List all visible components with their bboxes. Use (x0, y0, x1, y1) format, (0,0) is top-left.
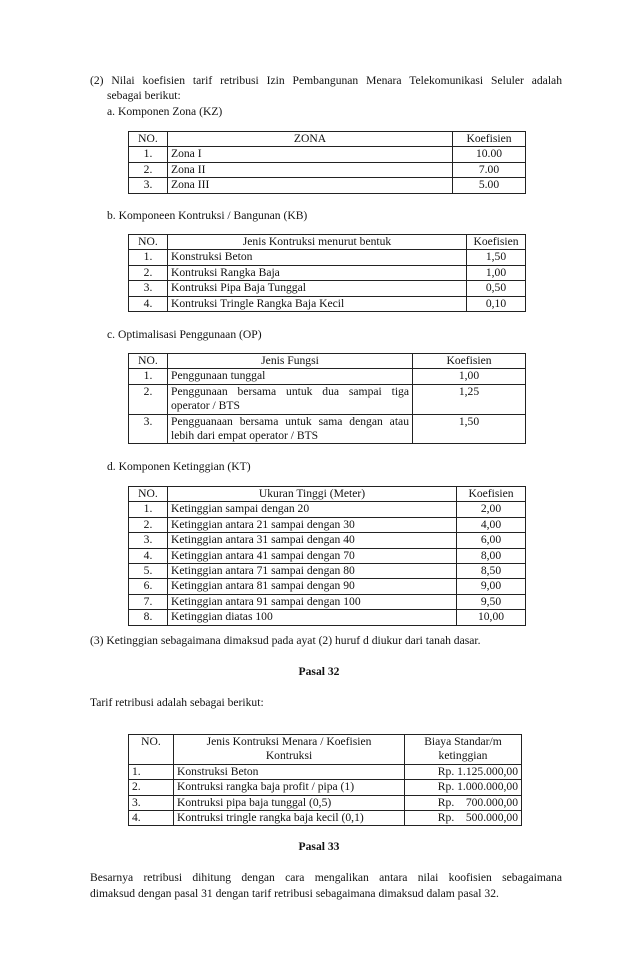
tarif-table (128, 734, 522, 826)
cell-ukuran: Ketinggian diatas 100 (168, 610, 457, 625)
cell-fungsi-line1: Pengguanaan bersama untuk sama dengan atau (171, 414, 409, 428)
cell-no: 2. (129, 517, 168, 532)
col-header-zona: ZONA (168, 132, 453, 147)
table-row (129, 780, 522, 795)
table-row (129, 296, 526, 311)
cell-jenis: Konstruksi Beton (174, 764, 405, 779)
cell-zona: Zona I (168, 147, 453, 162)
cell-no: 2. (129, 162, 168, 177)
col-header-koefisien: Koefisien (467, 235, 526, 250)
cell-ukuran: Ketinggian antara 91 sampai dengan 100 (168, 594, 457, 609)
section-c-title: c. Optimalisasi Penggunaan (OP) (107, 328, 262, 341)
paragraph-2-line1: (2) Nilai koefisien tarif retribusi Izin Pembangunan Menara Telekomunikasi Seluler adalah (90, 74, 562, 87)
table-header-row (129, 735, 522, 765)
table-row (129, 533, 526, 548)
table-header-row (129, 354, 526, 369)
cell-ukuran: Ketinggian antara 31 sampai dengan 40 (168, 533, 457, 548)
cell-fungsi (168, 414, 413, 444)
col-header-koefisien: Koefisien (453, 132, 526, 147)
cell-koefisien: 8,50 (457, 564, 526, 579)
cell-koefisien: 1,00 (413, 369, 526, 384)
cell-ukuran: Ketinggian sampai dengan 20 (168, 502, 457, 517)
col-header-jenis (174, 735, 405, 765)
paragraph-3: (3) Ketinggian sebagaimana dimaksud pada ayat (2) huruf d diukur dari tanah dasar. (90, 634, 481, 647)
cell-koefisien: 2,00 (457, 502, 526, 517)
table-row (129, 414, 526, 444)
cell-no: 4. (129, 811, 174, 826)
table-row (129, 594, 526, 609)
cell-zona: Zona III (168, 178, 453, 193)
table-row (129, 610, 526, 625)
table-row (129, 369, 526, 384)
cell-koefisien: 0,10 (467, 296, 526, 311)
col-header-biaya-line2: ketinggian (438, 749, 488, 763)
table-row (129, 281, 526, 296)
cell-koefisien: 9,50 (457, 594, 526, 609)
cell-koefisien: 0,50 (467, 281, 526, 296)
cell-no: 2. (129, 384, 168, 414)
table-row (129, 265, 526, 280)
cell-ukuran: Ketinggian antara 21 sampai dengan 30 (168, 517, 457, 532)
cell-no: 8. (129, 610, 168, 625)
col-header-koefisien: Koefisien (413, 354, 526, 369)
table-row (129, 162, 526, 177)
table-header-row (129, 235, 526, 250)
zona-table (128, 131, 526, 194)
col-header-no (129, 735, 174, 765)
cell-no: 3. (129, 178, 168, 193)
cell-no: 6. (129, 579, 168, 594)
cell-fungsi: Penggunaan tunggal (168, 369, 413, 384)
col-header-jenis-line1: Jenis Kontruksi Menara / Koefisien (206, 735, 372, 748)
cell-ukuran: Ketinggian antara 71 sampai dengan 80 (168, 564, 457, 579)
cell-koefisien: 6,00 (457, 533, 526, 548)
cell-fungsi (168, 384, 413, 414)
cell-biaya: Rp. 700.000,00 (405, 795, 522, 810)
pasal-33-line1-text: Besarnya retribusi dihitung dengan cara mengalikan antara nilai koofisien sebagaimana (90, 871, 562, 884)
table-header-row (129, 132, 526, 147)
cell-fungsi-line2: lebih dari empat operator / BTS (171, 429, 319, 443)
cell-no: 2. (129, 265, 168, 280)
cell-koefisien: 1,50 (413, 414, 526, 444)
table-row (129, 250, 526, 265)
cell-jenis: Kontruksi tringle rangka baja kecil (0,1) (174, 811, 405, 826)
cell-biaya: Rp. 500.000,00 (405, 811, 522, 826)
cell-koefisien: 1,25 (413, 384, 526, 414)
table-row (129, 517, 526, 532)
cell-koefisien: 10,00 (457, 610, 526, 625)
cell-no: 3. (129, 414, 168, 444)
table-row (129, 502, 526, 517)
cell-jenis: Kontruksi rangka baja profit / pipa (1) (174, 780, 405, 795)
cell-koefisien: 9,00 (457, 579, 526, 594)
col-header-koefisien: Koefisien (457, 487, 526, 502)
cell-biaya: Rp. 1.000.000,00 (405, 780, 522, 795)
cell-no: 3. (129, 281, 168, 296)
cell-ukuran: Ketinggian antara 81 sampai dengan 90 (168, 579, 457, 594)
table-row (129, 178, 526, 193)
fungsi-table (128, 353, 526, 444)
cell-no: 5. (129, 564, 168, 579)
cell-no: 3. (129, 795, 174, 810)
ketinggian-table (128, 486, 526, 626)
cell-jenis: Kontruksi Pipa Baja Tunggal (168, 281, 467, 296)
cell-ukuran: Ketinggian antara 41 sampai dengan 70 (168, 548, 457, 563)
col-header-no: NO. (129, 235, 168, 250)
table-row (129, 811, 522, 826)
cell-no: 1. (129, 502, 168, 517)
col-header-biaya-line1: Biaya Standar/m (424, 735, 502, 748)
cell-zona: Zona II (168, 162, 453, 177)
col-header-jenis-line2: Kontruksi (265, 749, 313, 763)
pasal-33-line2: dimaksud dengan pasal 31 dengan tarif retribusi sebagaimana dimaksud dalam pasal 32. (90, 887, 499, 900)
cell-no: 4. (129, 548, 168, 563)
section-a-title: a. Komponen Zona (KZ) (107, 105, 223, 118)
table-row (129, 384, 526, 414)
cell-koefisien: 10.00 (453, 147, 526, 162)
cell-biaya: Rp. 1.125.000,00 (405, 764, 522, 779)
table-header-row (129, 487, 526, 502)
cell-jenis: Konstruksi Beton (168, 250, 467, 265)
cell-no: 2. (129, 780, 174, 795)
pasal-32-heading: Pasal 32 (298, 665, 340, 678)
cell-no: 1. (129, 764, 174, 779)
table-row (129, 564, 526, 579)
col-header-no-text: NO. (141, 735, 161, 748)
cell-fungsi-line1: Penggunaan bersama untuk dua sampai tiga (171, 384, 409, 398)
col-header-no: NO. (129, 132, 168, 147)
col-header-jenis-fungsi: Jenis Fungsi (168, 354, 413, 369)
table-row (129, 579, 526, 594)
section-b-title: b. Komponeen Kontruksi / Bangunan (KB) (107, 209, 308, 222)
pasal-33-heading: Pasal 33 (298, 840, 340, 853)
col-header-ukuran: Ukuran Tinggi (Meter) (168, 487, 457, 502)
col-header-no: NO. (129, 354, 168, 369)
section-d-title: d. Komponen Ketinggian (KT) (107, 460, 251, 473)
cell-no: 1. (129, 147, 168, 162)
cell-fungsi-line2: operator / BTS (171, 399, 240, 413)
pasal-33-line1 (90, 870, 562, 885)
table-row (129, 548, 526, 563)
col-header-jenis: Jenis Kontruksi menurut bentuk (168, 235, 467, 250)
pasal-32-intro: Tarif retribusi adalah sebagai berikut: (90, 696, 264, 709)
cell-no: 1. (129, 250, 168, 265)
table-row (129, 764, 522, 779)
cell-no: 7. (129, 594, 168, 609)
table-row (129, 795, 522, 810)
cell-koefisien: 8,00 (457, 548, 526, 563)
cell-koefisien: 4,00 (457, 517, 526, 532)
cell-no: 1. (129, 369, 168, 384)
col-header-no: NO. (129, 487, 168, 502)
cell-koefisien: 5.00 (453, 178, 526, 193)
cell-no: 4. (129, 296, 168, 311)
paragraph-2-line2: sebagai berikut: (107, 89, 181, 102)
cell-jenis: Kontruksi Rangka Baja (168, 265, 467, 280)
cell-no: 3. (129, 533, 168, 548)
cell-jenis: Kontruksi pipa baja tunggal (0,5) (174, 795, 405, 810)
cell-koefisien: 1,50 (467, 250, 526, 265)
kontruksi-table (128, 234, 526, 312)
col-header-biaya (405, 735, 522, 765)
cell-jenis: Kontruksi Tringle Rangka Baja Kecil (168, 296, 467, 311)
cell-koefisien: 1,00 (467, 265, 526, 280)
cell-koefisien: 7.00 (453, 162, 526, 177)
table-row (129, 147, 526, 162)
